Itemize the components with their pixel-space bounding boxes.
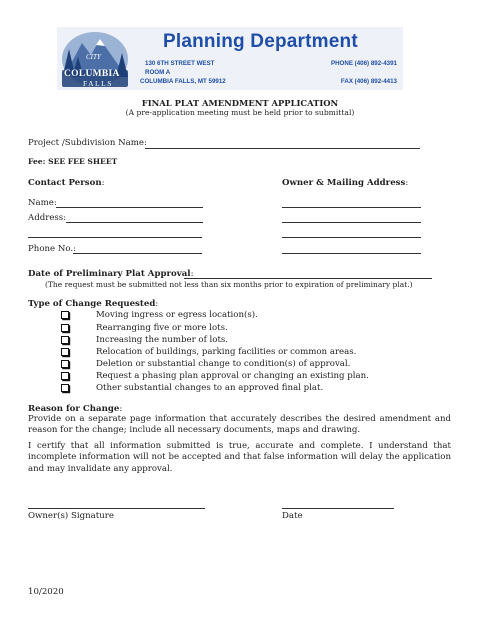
prelim-approval-field[interactable] <box>184 278 432 279</box>
reason-paragraph: Provide on a separate page information that accurately describes the desired amendment and reason for the change; include all necessary documents, maps and drawing. <box>28 414 451 436</box>
change-type-option: Other substantial changes to an approved final plat. <box>96 383 324 393</box>
owner-address-heading: Owner & Mailing Address: <box>282 178 409 188</box>
contact-address-line-2[interactable] <box>28 237 202 238</box>
checkbox[interactable] <box>61 372 69 380</box>
change-type-option: Moving ingress or egress location(s). <box>96 310 258 320</box>
checkbox[interactable] <box>61 336 69 344</box>
date-field[interactable] <box>282 508 394 509</box>
change-type-heading: Type of Change Requested: <box>28 299 159 309</box>
department-title: Planning Department <box>163 31 358 52</box>
address-line-2: ROOM A <box>145 69 171 76</box>
address-line-1: 130 6TH STREET WEST <box>145 60 215 67</box>
reason-heading: Reason for Change: <box>28 404 123 414</box>
project-name-label: Project /Subdivision Name: <box>28 138 147 148</box>
logo-text-mid: COLUMBIA <box>64 69 120 79</box>
contact-name-field[interactable] <box>56 207 203 208</box>
change-type-option: Deletion or substantial change to condition(s) of approval. <box>96 359 351 369</box>
checkbox[interactable] <box>61 384 69 392</box>
letterhead <box>57 27 403 90</box>
contact-address-label: Address: <box>28 213 67 223</box>
prelim-approval-label: Date of Preliminary Plat Approval: <box>28 269 194 279</box>
owner-line-1[interactable] <box>282 207 421 208</box>
certification-paragraph: I certify that all information submitted is true, accurate and complete. I understand that incomplete information will not be accepted and that false information will delay the application and may invalidate any approval. <box>28 441 451 474</box>
form-subtitle: (A pre-application meeting must be held prior to submittal) <box>125 108 355 117</box>
owner-line-2[interactable] <box>282 222 421 223</box>
change-type-option: Increasing the number of lots. <box>96 335 229 345</box>
checkbox[interactable] <box>61 360 69 368</box>
signature-label: Owner(s) Signature <box>28 511 114 521</box>
date-label: Date <box>282 511 303 521</box>
prelim-approval-note: (The request must be submitted not less than six months prior to expiration of preliminary plat.) <box>45 280 413 289</box>
checkbox[interactable] <box>61 324 69 332</box>
contact-phone-label: Phone No.: <box>28 244 77 254</box>
owner-line-3[interactable] <box>282 237 421 238</box>
contact-person-heading: Contact Person: <box>28 178 105 188</box>
contact-address-field[interactable] <box>66 222 203 223</box>
checkbox[interactable] <box>61 311 69 319</box>
change-type-option: Rearranging five or more lots. <box>96 323 228 333</box>
form-title: FINAL PLAT AMENDMENT APPLICATION <box>141 98 339 108</box>
contact-phone-field[interactable] <box>73 253 202 254</box>
fee-note: Fee: SEE FEE SHEET <box>28 157 118 166</box>
project-name-field[interactable] <box>145 148 420 149</box>
signature-field[interactable] <box>28 508 205 509</box>
owner-line-4[interactable] <box>282 253 421 254</box>
change-type-option: Relocation of buildings, parking facilities or common areas. <box>96 347 357 357</box>
logo-text-bottom: FALLS <box>83 79 113 88</box>
phone-number: PHONE (406) 892-4391 <box>330 60 397 67</box>
city-logo <box>58 29 132 89</box>
fax-number: FAX (406) 892-4413 <box>340 78 397 85</box>
logo-text-top: CITY <box>86 53 101 61</box>
revision-date: 10/2020 <box>28 587 64 597</box>
address-line-3: COLUMBIA FALLS, MT 59912 <box>140 78 226 85</box>
checkbox[interactable] <box>61 348 69 356</box>
contact-name-label: Name: <box>28 198 57 208</box>
change-type-option: Request a phasing plan approval or changing an existing plan. <box>96 371 369 381</box>
